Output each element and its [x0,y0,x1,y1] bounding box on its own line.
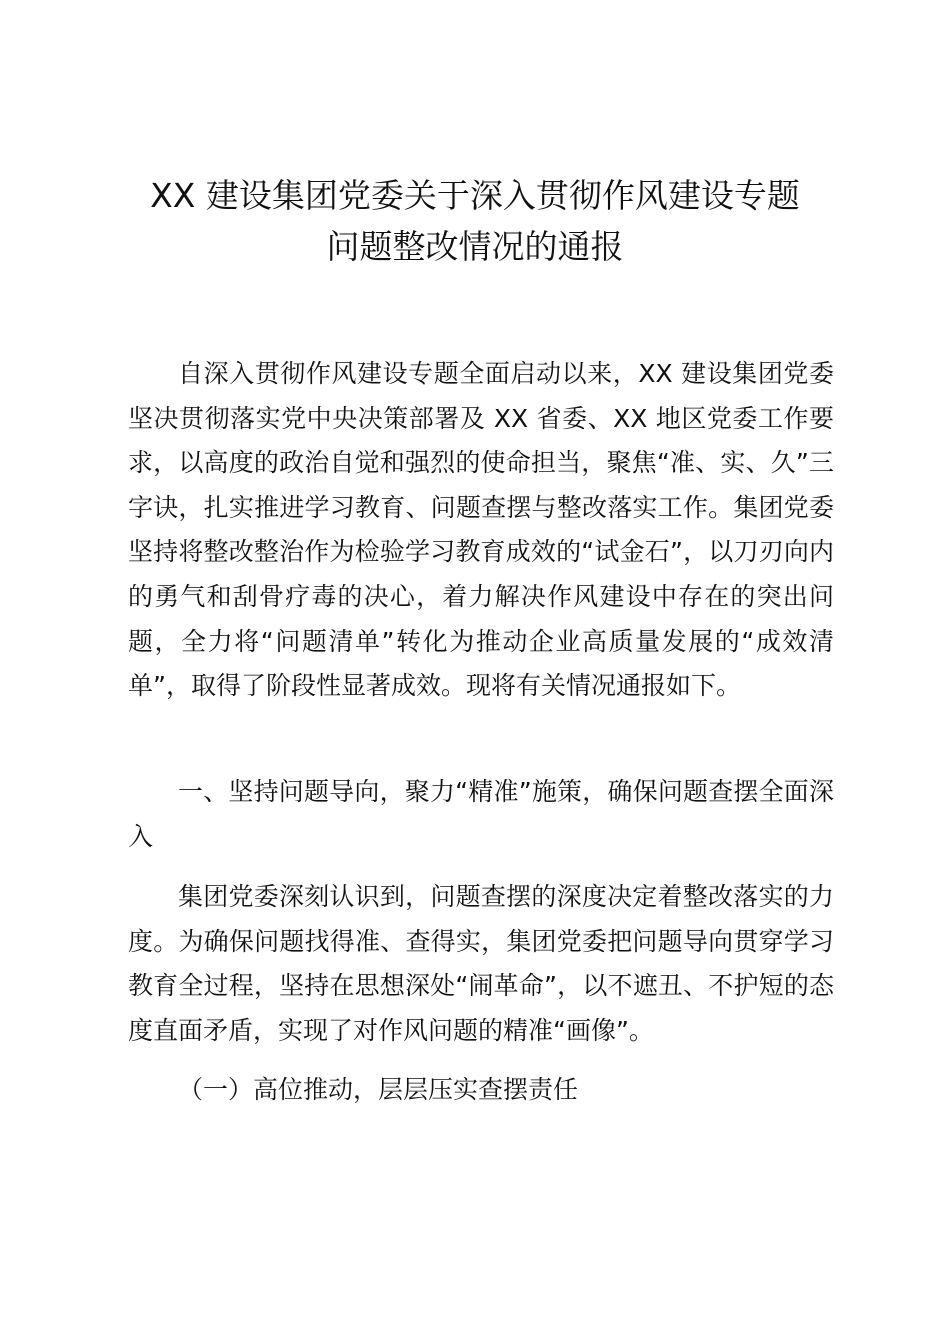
document-title-line-2: 问题整改情况的通报 [326,227,624,266]
section-1-paragraph: 集团党委深刻认识到，问题查摆的深度决定着整改落实的力度。为确保问题找得准、查得实，集团党委把问题导向贯穿学习教育全过程，坚持在思想深处“闹革命”，以不遮丑、不护短的态度直面矛盾，实现了对作风问题的精准“画像”。 [128,882,834,1045]
subsection-heading-1: （一）高位推动，层层压实查摆责任 [178,1075,579,1104]
document-title-line-1: XX 建设集团党委关于深入贯彻作风建设专题 [150,176,800,215]
section-heading-1: 一、坚持问题导向，聚力“精准”施策，确保问题查摆全面深入 [128,777,834,851]
intro-paragraph: 自深入贯彻作风建设专题全面启动以来，XX 建设集团党委坚决贯彻落实党中央决策部署及 XX 省委、XX 地区党委工作要求，以高度的政治自觉和强烈的使命担当，聚焦“准、实、久”三字诀，扎实推进学习教育、问题查摆与整改落实工作。集团党委坚持将整改整治作为检验学习教育成效的“试金石”，以刀刃向内的勇气和刮骨疗毒的决心，着力解决作风建设中存在的突出问题，全力将“问题清单”转化为推动企业高质量发展的“成效清单”，取得了阶段性显著成效。现将有关情况通报如下。 [128,359,834,701]
